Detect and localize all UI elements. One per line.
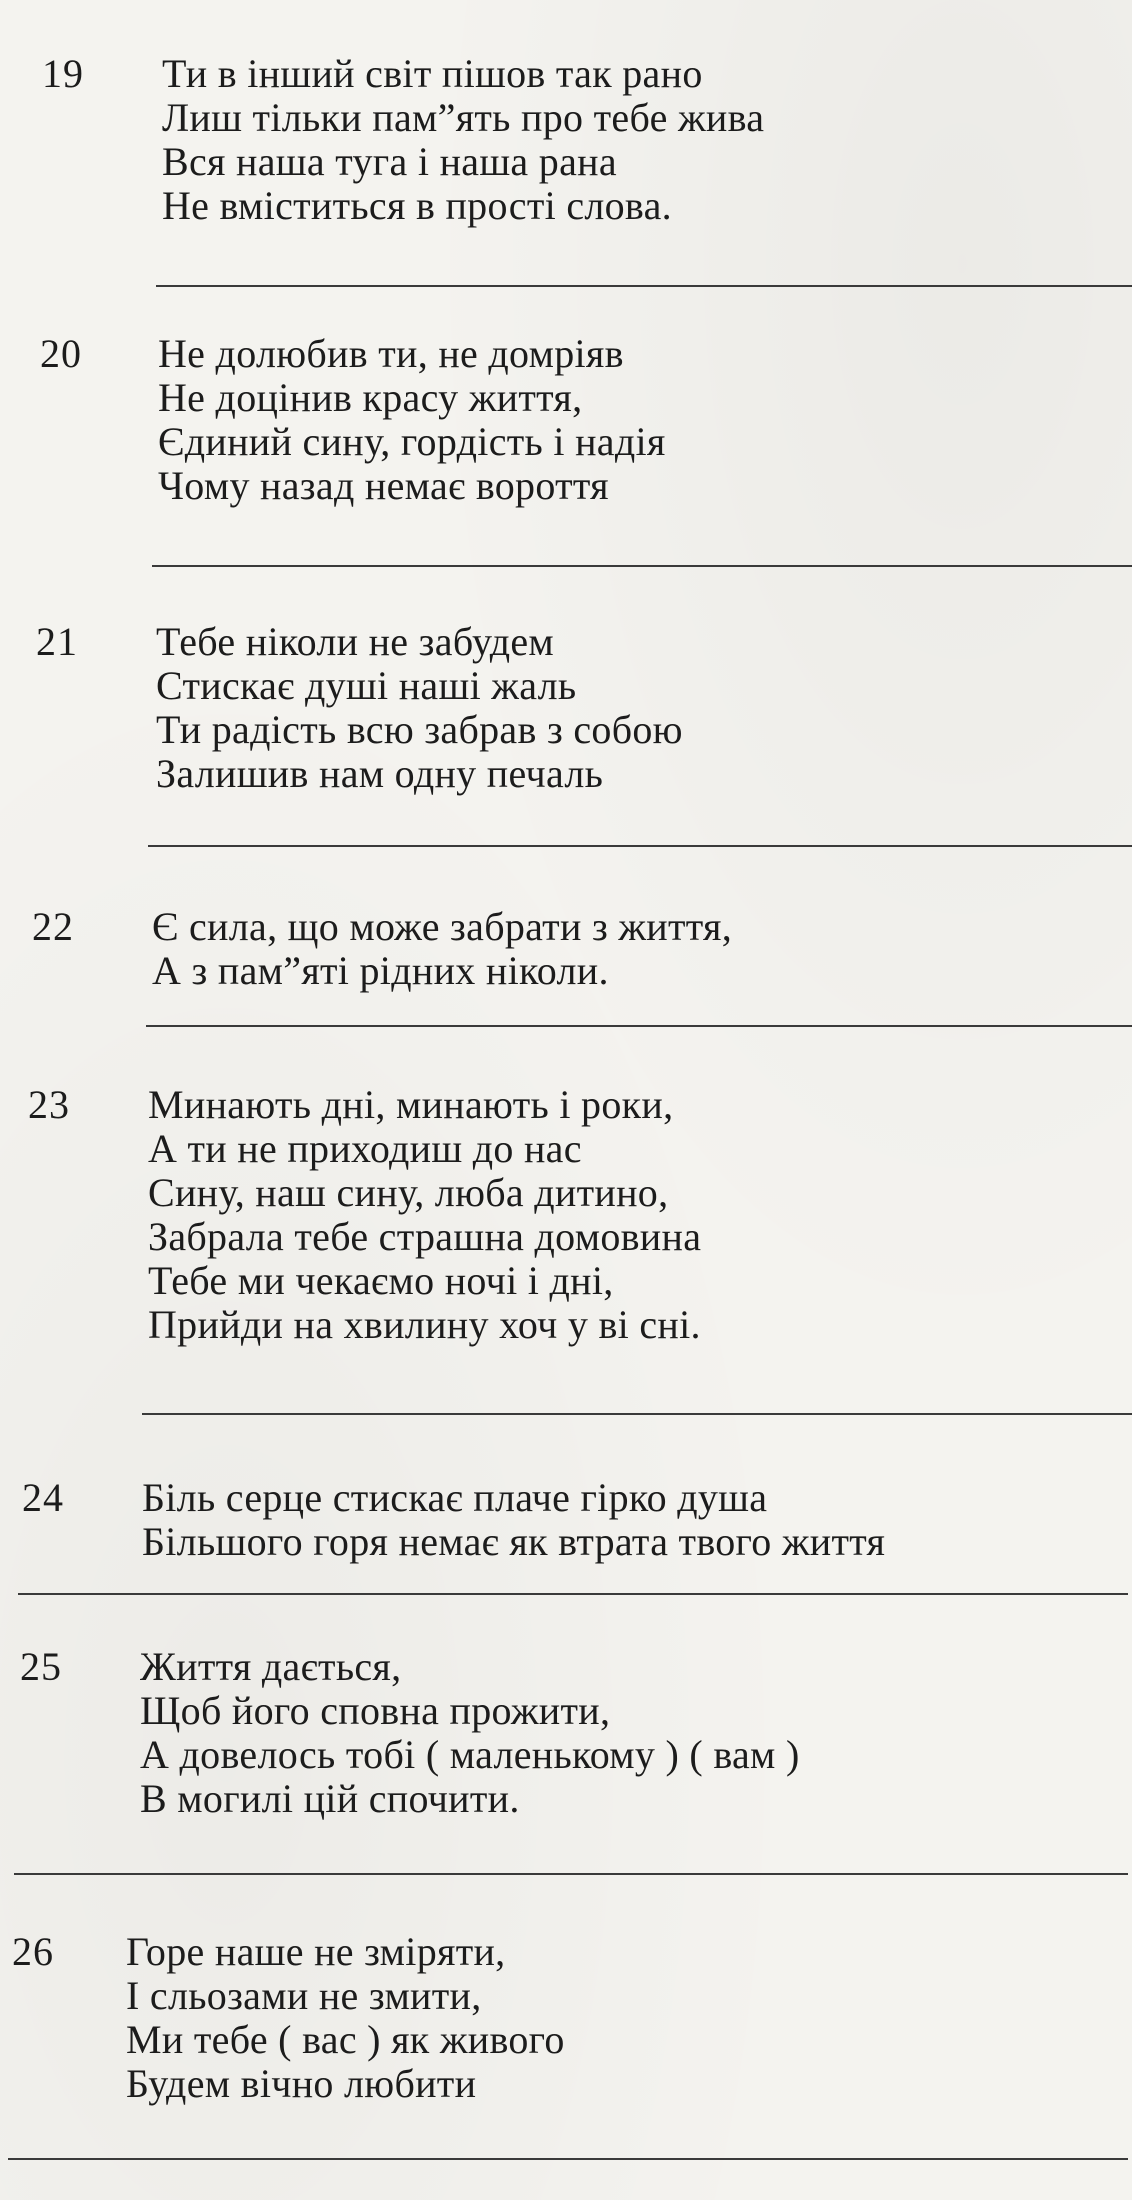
verse-line: Стискає душі наші жаль [156, 663, 577, 708]
divider-line [156, 285, 1132, 287]
divider-line [152, 565, 1132, 567]
verse-line: Ми тебе ( вас ) як живого [126, 2017, 565, 2062]
verse-lines [142, 1476, 885, 1564]
verse-line: Тебе ніколи не забудем [156, 619, 555, 664]
verse-line: І сльозами не змити, [126, 1973, 482, 2018]
verse-lines [158, 332, 666, 508]
verse-line: Вся наша туга і наша рана [162, 139, 617, 184]
verse-line: Забрала тебе страшна домовина [148, 1214, 702, 1259]
verse-line: А з пам”яті рідних ніколи. [152, 948, 609, 993]
verse-lines [156, 620, 683, 796]
verse-line: Минають дні, минають і роки, [148, 1082, 674, 1127]
divider-line [146, 1025, 1132, 1027]
verse-lines [140, 1645, 800, 1821]
verse-number: 24 [22, 1475, 64, 1520]
verse-number: 23 [28, 1082, 70, 1127]
verse-line: Сину, наш сину, люба дитино, [148, 1170, 669, 1215]
verse-line: Щоб його сповна прожити, [140, 1688, 611, 1733]
verse-line: Лиш тільки пам”ять про тебе жива [162, 95, 765, 140]
verse-line: Ти радість всю забрав з собою [156, 707, 683, 752]
divider-line [142, 1413, 1132, 1415]
divider-line [18, 1593, 1128, 1595]
verse-number: 26 [12, 1929, 54, 1974]
verse-line: Єдиний сину, гордість і надія [158, 419, 666, 464]
verse-number: 20 [40, 331, 82, 376]
verse-lines [162, 52, 764, 228]
verse-number: 22 [32, 904, 74, 949]
verse-number: 25 [20, 1644, 62, 1689]
verse-lines [126, 1930, 565, 2106]
divider-line [8, 2158, 1128, 2160]
verse-line: В могилі цій спочити. [140, 1776, 520, 1821]
verse-line: Не доцінив красу життя, [158, 375, 583, 420]
verse-line: Життя дається, [140, 1644, 402, 1689]
verse-line: Чому назад немає вороття [158, 463, 609, 508]
verse-line: Не долюбив ти, не домріяв [158, 331, 624, 376]
verse-line: А довелось тобі ( маленькому ) ( вам ) [140, 1732, 800, 1777]
divider-line [14, 1873, 1128, 1875]
divider-line [148, 845, 1132, 847]
verse-lines [152, 905, 732, 993]
verse-line: Більшого горя немає як втрата твого життя [142, 1519, 886, 1564]
verse-line: Є сила, що може забрати з життя, [152, 904, 733, 949]
verse-line: Горе наше не зміряти, [126, 1929, 506, 1974]
verse-number: 19 [42, 51, 84, 96]
verse-line: Будем вічно любити [126, 2061, 477, 2106]
verse-line: Не вміститься в прості слова. [162, 183, 672, 228]
verse-number: 21 [36, 619, 78, 664]
verse-line: Залишив нам одну печаль [156, 751, 604, 796]
verse-line: Прийди на хвилину хоч у ві сні. [148, 1302, 701, 1347]
verse-line: Біль серце стискає плаче гірко душа [142, 1475, 768, 1520]
verse-line: Ти в інший світ пішов так рано [162, 51, 703, 96]
verse-line: Тебе ми чекаємо ночі і дні, [148, 1258, 614, 1303]
verse-lines [148, 1083, 701, 1347]
verse-line: А ти не приходиш до нас [148, 1126, 582, 1171]
